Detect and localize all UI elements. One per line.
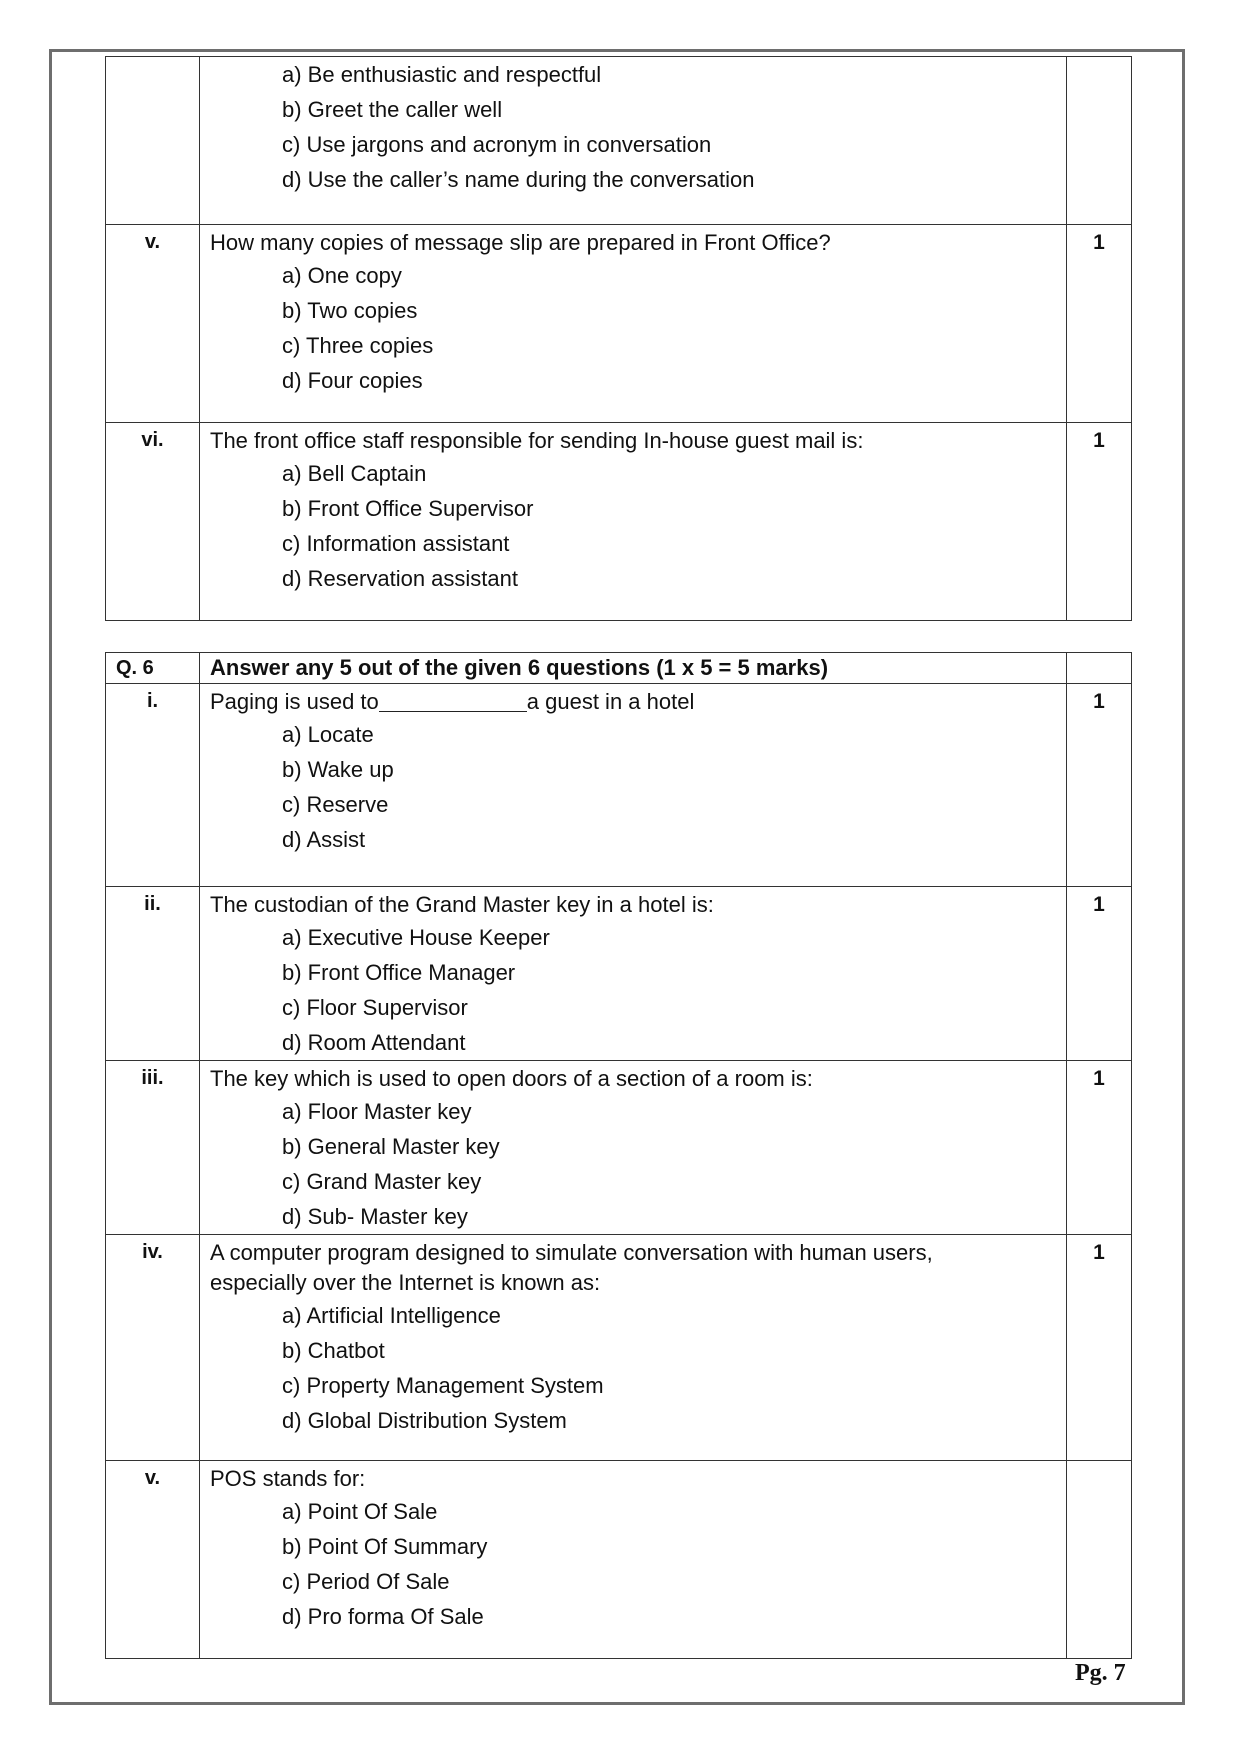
marks: 1 [1067, 684, 1132, 887]
section-number: Q. 6 [106, 653, 200, 684]
option: b) Point Of Summary [282, 1534, 488, 1559]
question-row [106, 1061, 1132, 1235]
option: d) Room Attendant [282, 1030, 466, 1055]
option: b) Greet the caller well [282, 97, 503, 122]
option: b) Front Office Manager [282, 960, 516, 985]
question-number: vi. [106, 423, 200, 621]
marks: 1 [1067, 887, 1132, 1061]
option: a) Locate [282, 722, 374, 747]
option: c) Information assistant [282, 531, 510, 556]
option: d) Assist [282, 827, 366, 852]
question-body [200, 887, 1067, 1061]
question-row [106, 1235, 1132, 1461]
option: a) Point Of Sale [282, 1499, 438, 1524]
question-body [200, 1061, 1067, 1235]
question-body [200, 1235, 1067, 1461]
option: d) Pro forma Of Sale [282, 1604, 484, 1629]
question-table-q6 [105, 652, 1132, 1659]
option: c) Use jargons and acronym in conversation [282, 132, 712, 157]
question-number: iv. [106, 1235, 200, 1461]
option: d) Use the caller’s name during the conversation [282, 167, 755, 192]
option: d) Sub- Master key [282, 1204, 468, 1229]
question-text: The custodian of the Grand Master key in a hotel is: [210, 892, 714, 917]
marks: 1 [1067, 225, 1132, 423]
question-number: v. [106, 1461, 200, 1659]
option: c) Floor Supervisor [282, 995, 468, 1020]
question-text: How many copies of message slip are prepared in Front Office? [210, 230, 831, 255]
question-text: A computer program designed to simulate conversation with human users, [210, 1240, 933, 1265]
question-number: i. [106, 684, 200, 887]
section-instruction-text: Answer any 5 out of the given 6 questions (1 x 5 = 5 marks) [210, 655, 829, 680]
question-number [106, 57, 200, 225]
question-row [106, 225, 1132, 423]
section-instruction [200, 653, 1067, 684]
option: d) Reservation assistant [282, 566, 518, 591]
option: c) Period Of Sale [282, 1569, 450, 1594]
option: b) Wake up [282, 757, 394, 782]
option: a) One copy [282, 263, 402, 288]
question-text-part: Paging is used to [210, 689, 379, 714]
option: b) Front Office Supervisor [282, 496, 534, 521]
option: d) Four copies [282, 368, 423, 393]
option: a) Bell Captain [282, 461, 427, 486]
question-body [200, 1461, 1067, 1659]
option: c) Grand Master key [282, 1169, 482, 1194]
question-number: ii. [106, 887, 200, 1061]
question-text: The key which is used to open doors of a section of a room is: [210, 1066, 813, 1091]
question-row [106, 684, 1132, 887]
question-body [200, 423, 1067, 621]
option: b) Chatbot [282, 1338, 385, 1363]
question-row [106, 423, 1132, 621]
option: c) Reserve [282, 792, 389, 817]
marks: 1 [1067, 1235, 1132, 1461]
question-text [210, 687, 1056, 717]
question-number: v. [106, 225, 200, 423]
option: c) Property Management System [282, 1373, 604, 1398]
page-number: Pg. 7 [1075, 1660, 1126, 1686]
fill-in-blank [379, 691, 527, 712]
option: a) Floor Master key [282, 1099, 472, 1124]
question-row [106, 57, 1132, 225]
question-body [200, 57, 1067, 225]
section-header-row [106, 653, 1132, 684]
option: a) Executive House Keeper [282, 925, 550, 950]
option: b) General Master key [282, 1134, 500, 1159]
question-row [106, 1461, 1132, 1659]
question-row [106, 887, 1132, 1061]
marks: 1 [1067, 423, 1132, 621]
option: a) Be enthusiastic and respectful [282, 62, 602, 87]
option: c) Three copies [282, 333, 434, 358]
marks: 1 [1067, 1061, 1132, 1235]
marks [1067, 653, 1132, 684]
option: a) Artificial Intelligence [282, 1303, 501, 1328]
question-text-part: a guest in a hotel [526, 689, 695, 714]
question-text: The front office staff responsible for sending In-house guest mail is: [210, 428, 864, 453]
question-text: especially over the Internet is known as: [210, 1270, 601, 1295]
question-table-continued [105, 56, 1132, 621]
marks [1067, 1461, 1132, 1659]
question-body [200, 225, 1067, 423]
marks [1067, 57, 1132, 225]
option: d) Global Distribution System [282, 1408, 567, 1433]
question-body [200, 684, 1067, 887]
option: b) Two copies [282, 298, 418, 323]
question-text: POS stands for: [210, 1466, 366, 1491]
question-number: iii. [106, 1061, 200, 1235]
